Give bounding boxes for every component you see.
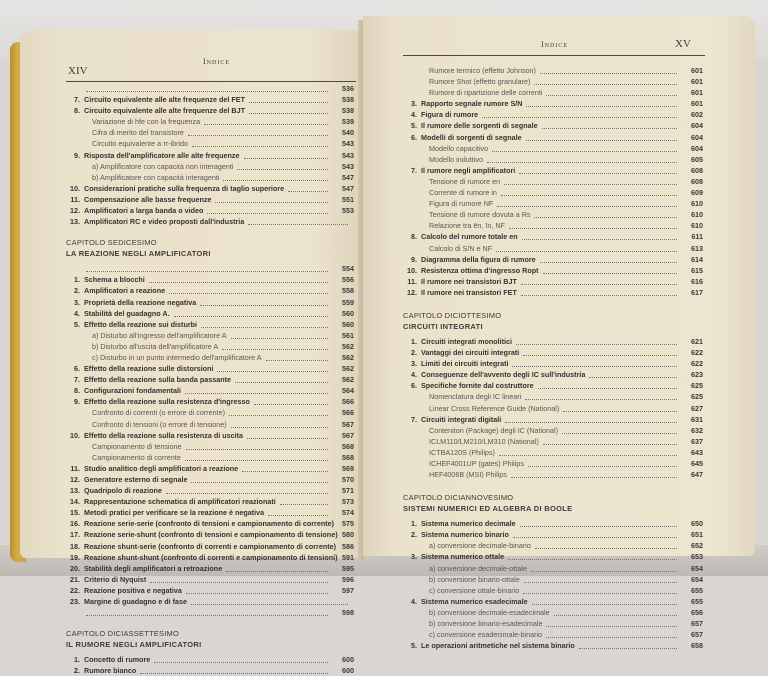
entry-number: 21. (70, 574, 80, 584)
entry-page-number: 564 (342, 386, 354, 396)
entry-number: 12. (70, 475, 80, 484)
entry-title: Rumore Shot (effetto granulare) (429, 77, 531, 87)
entry-page-number: 654 (691, 563, 703, 573)
entry-title: b) conversione decimale-esadecimale (429, 607, 550, 617)
entry-title: Amplificatori a reazione (84, 286, 166, 296)
dot-leader (248, 213, 348, 225)
entry-page-number: 601 (691, 99, 703, 109)
entry-page-number: 554 (342, 264, 354, 274)
entry-title: Considerazioni pratiche sulla frequenza di taglio superiore (84, 183, 285, 193)
entry-title: Reazione positiva e negativa (84, 585, 182, 595)
entry-page-number: 654 (691, 574, 703, 584)
running-head: Indice (541, 40, 568, 49)
entry-number: 14. (70, 497, 80, 507)
entry-page-number: 560 (342, 319, 354, 329)
entry-page-number: 566 (342, 408, 354, 418)
entry-title: Tensione di rumore en (429, 176, 501, 186)
entry-title: Vantaggi dei circuiti integrati (421, 348, 520, 358)
entry-title: Circuito equivalente a π-ibrido (92, 139, 189, 149)
toc-entry (66, 529, 354, 540)
entry-page-number: 601 (691, 66, 703, 75)
entry-title: Amplificatori RC e video proposti dall'industria (84, 217, 245, 227)
entry-number: 5. (74, 319, 80, 329)
entry-number: 2. (411, 348, 417, 358)
entry-page-number: 601 (691, 88, 703, 98)
entry-title: a) conversione decimale-binario (429, 541, 531, 551)
entry-title: Variazione di hfe con la frequenza (92, 117, 201, 127)
entry-page-number: 617 (691, 287, 703, 297)
entry-title: Proprietà della reazione negativa (84, 297, 197, 307)
entry-title: Reazione serie-shunt (confronto di tensioni e campionamento di tensione) (84, 530, 338, 540)
entry-number: 2. (74, 666, 80, 676)
header-rule (403, 55, 705, 56)
entry-page-number: 558 (342, 286, 354, 296)
entry-number: 9. (74, 397, 80, 407)
entry-page-number: 570 (342, 475, 354, 484)
entry-page-number: 562 (342, 364, 354, 374)
entry-title: Metodi pratici per verificare se la reazione è negativa (84, 508, 265, 518)
toc-entry (403, 287, 703, 298)
entry-page-number: 551 (342, 194, 354, 204)
entry-page-number: 650 (691, 519, 703, 529)
entry-page-number: 574 (342, 508, 354, 518)
entry-number: 4. (411, 110, 417, 120)
entry-title: Figura di rumore NF (429, 199, 494, 209)
entry-title: Le operazioni aritmetiche nel sistema binario (421, 641, 575, 651)
entry-number: 20. (70, 563, 80, 573)
page-number: XV (675, 38, 691, 50)
entry-page-number: 598 (342, 608, 354, 618)
entry-title: b) conversione binario-esadecimale (429, 619, 543, 629)
entry-number: 8. (74, 386, 80, 396)
entry-number: 3. (74, 297, 80, 307)
entry-page-number: 613 (691, 243, 703, 253)
entry-title: a) conversione decimale-ottale (429, 563, 527, 573)
entry-number: 6. (411, 381, 417, 391)
entry-title: Concetto di rumore (84, 655, 151, 665)
chapter-heading (403, 310, 703, 332)
entry-title: Studio analitico degli amplificatori a reazione (84, 463, 239, 473)
entry-title: Reazione shunt-shunt (confronto di correnti e campionamento di tensioni) (84, 552, 338, 562)
entry-number: 3. (411, 99, 417, 109)
table-of-contents (403, 65, 703, 651)
entry-title: Circuiti integrati monolitici (421, 336, 513, 346)
entry-title: Schema a blocchi (84, 275, 145, 285)
entry-page-number: 608 (691, 165, 703, 175)
entry-number: 22. (70, 585, 80, 595)
entry-page-number: 580 (342, 530, 354, 540)
toc-entry (66, 541, 354, 552)
entry-page-number: 601 (691, 77, 703, 87)
entry-page-number: 600 (342, 655, 354, 665)
entry-number: 16. (70, 519, 80, 529)
entry-page-number: 566 (342, 397, 354, 407)
entry-title: Confronto di correnti (o errore di corrente) (92, 408, 226, 418)
entry-page-number: 614 (691, 254, 703, 264)
entry-title: Margine di guadagno e di fase (84, 597, 188, 607)
entry-page-number: 604 (691, 143, 703, 153)
entry-page-number: 611 (691, 232, 703, 242)
entry-title: Cifra di merito del transistore (92, 128, 184, 138)
entry-number: 7. (74, 95, 80, 105)
entry-title: Il rumore nei transistori FET (421, 287, 517, 297)
entry-title: Effetto della reazione sulla banda passante (84, 375, 231, 385)
entry-page-number: 540 (342, 128, 354, 138)
entry-page-number: 597 (342, 585, 354, 595)
entry-page-number: 621 (691, 336, 703, 346)
entry-page-number: 604 (691, 132, 703, 142)
chapter-label: CAPITOLO DICIANNOVESIMO (403, 493, 514, 503)
table-of-contents (66, 83, 354, 676)
entry-number: 11. (407, 276, 417, 286)
entry-title: Circuito equivalente alle alte frequenze del BJT (84, 106, 245, 116)
chapter-title: LA REAZIONE NEGLI AMPLIFICATORI (66, 249, 211, 259)
toc-entry (66, 518, 354, 529)
entry-title: a) Disturbo all'ingresso dell'amplificatore A (92, 330, 227, 340)
entry-title: Campionamento di corrente (92, 452, 181, 462)
entry-number: 6. (411, 132, 417, 142)
entry-page-number: 658 (691, 641, 703, 651)
entry-title: Rapporto segnale rumore S/N (421, 99, 523, 109)
entry-title: b) Amplificatore con capacità interagenti (92, 172, 220, 182)
entry-page-number: 539 (342, 117, 354, 127)
entry-page-number: 610 (691, 221, 703, 231)
entry-page-number: 573 (342, 497, 354, 507)
entry-page-number: 591 (342, 552, 354, 562)
entry-number: 18. (70, 541, 80, 551)
page-number: XIV (68, 65, 88, 77)
entry-page-number: 647 (691, 470, 703, 480)
entry-page-number: 561 (342, 330, 354, 340)
entry-title: Sistema numerico decimale (421, 519, 516, 529)
entry-page-number: 586 (342, 541, 354, 551)
dot-leader (140, 662, 328, 674)
entry-title: Circuito equivalente alle alte frequenze del FET (84, 95, 245, 105)
entry-page-number: 655 (691, 596, 703, 606)
dot-leader (511, 466, 677, 478)
entry-title: Effetto della reazione sulla resistenza di uscita (84, 430, 243, 440)
entry-page-number: 643 (691, 447, 703, 457)
dot-leader (521, 284, 677, 296)
entry-page-number: 616 (691, 276, 703, 286)
entry-page-number: 595 (342, 563, 354, 573)
entry-title: Amplificatori a larga banda o video (84, 206, 204, 216)
entry-title: Generatore esterno di segnale (84, 475, 188, 484)
entry-number: 2. (74, 286, 80, 296)
entry-title: Sistema numerico esadecimale (421, 596, 528, 606)
entry-title: b) Disturbo all'uscita dell'amplificatore A (92, 341, 219, 351)
entry-title: Limiti dei circuiti integrati (421, 359, 509, 369)
entry-page-number: 543 (342, 150, 354, 160)
entry-page-number: 610 (691, 210, 703, 220)
entry-number: 2. (411, 530, 417, 540)
entry-title: Contenitori (Package) degli IC (National) (429, 425, 559, 435)
entry-title: Rumore termico (effetto Johnson) (429, 66, 536, 75)
entry-page-number: 625 (691, 381, 703, 391)
entry-title: Tensione di rumore dovuta a Rs (429, 210, 531, 220)
entry-title: Configurazioni fondamentali (84, 386, 182, 396)
entry-page-number: 600 (342, 666, 354, 676)
entry-page-number: 615 (691, 265, 703, 275)
entry-title: Modello induttivo (429, 154, 483, 164)
entry-title: Sistema numerico binario (421, 530, 509, 540)
chapter-heading (403, 492, 703, 514)
entry-title: ICTBA120S (Philips) (429, 447, 495, 457)
entry-number: 7. (74, 375, 80, 385)
entry-page-number: 610 (691, 199, 703, 209)
entry-page-number: 622 (691, 348, 703, 358)
entry-number: 8. (74, 106, 80, 116)
entry-title: c) Disturbo in un punto intermedio dell'amplificatore A (92, 352, 262, 362)
entry-title: Sistema numerico ottale (421, 552, 505, 562)
running-head: Indice (203, 57, 230, 66)
entry-title: Modelli di sorgenti di segnale (421, 132, 522, 142)
entry-title: Reazione serie-serie (confronto di tensioni e campionamento di corrente) (84, 519, 335, 529)
entry-title: Reazione shunt-serie (confronto di correnti e campionamento di corrente) (84, 541, 336, 551)
entry-number: 3. (411, 359, 417, 369)
entry-page-number: 556 (342, 275, 354, 285)
entry-title: Modello capacitivo (429, 143, 489, 153)
chapter-label: CAPITOLO DICIOTTESIMO (403, 310, 502, 320)
toc-entry (66, 607, 354, 618)
entry-number: 12. (407, 287, 417, 297)
entry-number: 23. (70, 597, 80, 607)
entry-page-number: 623 (691, 370, 703, 380)
entry-page-number: 536 (342, 84, 354, 93)
entry-page-number: 609 (691, 188, 703, 198)
entry-number: 19. (70, 552, 80, 562)
entry-number: 10. (407, 265, 417, 275)
entry-page-number: 538 (342, 95, 354, 105)
entry-title: Campionamento di tensione (92, 441, 182, 451)
entry-title: Rumore bianco (84, 666, 137, 676)
entry-number: 10. (70, 430, 80, 440)
entry-page-number: 656 (691, 607, 703, 617)
entry-page-number: 645 (691, 459, 703, 468)
entry-number: 1. (411, 519, 417, 529)
entry-title: Circuiti integrati digitali (421, 414, 502, 424)
toc-entry (403, 640, 703, 651)
entry-title: Relazione tra ēn, īn, NF (429, 221, 505, 231)
entry-number: 4. (74, 308, 80, 318)
entry-page-number: 559 (342, 297, 354, 307)
entry-page-number: 608 (691, 176, 703, 186)
chapter-label: CAPITOLO SEDICESIMO (66, 238, 157, 248)
entry-number: 5. (411, 121, 417, 131)
toc-entry (66, 507, 354, 518)
entry-number: 6. (74, 364, 80, 374)
entry-title: Corrente di rumore in (429, 188, 497, 198)
dot-leader (268, 504, 328, 516)
entry-number: 15. (70, 508, 80, 518)
chapter-label: CAPITOLO DICIASSETTESIMO (66, 629, 180, 639)
entry-page-number: 547 (342, 172, 354, 182)
entry-page-number: 568 (342, 452, 354, 462)
entry-number: 13. (70, 486, 80, 496)
entry-title: ICHEF4001UP (gates) Philips (429, 459, 524, 468)
entry-number: 13. (70, 217, 80, 227)
entry-title: Calcolo di S/N e NF (429, 243, 493, 253)
entry-page-number: 567 (342, 419, 354, 429)
entry-number: 12. (70, 206, 80, 216)
entry-title: Il rumore delle sorgenti di segnale (421, 121, 538, 131)
entry-number: 5. (411, 641, 417, 651)
entry-title: Nomenclatura degli IC lineari (429, 392, 522, 402)
entry-title: HEF4006B (MSI) Philips (429, 470, 507, 480)
entry-page-number: 605 (691, 154, 703, 164)
entry-title: ICLM110/LM210/LM310 (National) (429, 436, 539, 446)
entry-page-number: 569 (342, 463, 354, 473)
entry-number: 1. (74, 655, 80, 665)
toc-entry (66, 665, 354, 676)
entry-number: 10. (70, 183, 80, 193)
dot-leader (579, 637, 677, 649)
entry-page-number: 543 (342, 161, 354, 171)
entry-page-number: 653 (691, 552, 703, 562)
entry-page-number: 631 (691, 414, 703, 424)
entry-page-number: 604 (691, 121, 703, 131)
entry-page-number: 538 (342, 106, 354, 116)
entry-title: Conseguenze dell'avvento degli IC sull'industria (421, 370, 586, 380)
right-page (363, 16, 755, 651)
toc-entry (66, 216, 354, 227)
entry-page-number: 560 (342, 308, 354, 318)
entry-title: Rappresentazione schematica di amplificatori reazionati (84, 497, 276, 507)
entry-title: Stabilità degli amplificatori a retroazione (84, 563, 223, 573)
entry-title: Confronto di tensioni (o errore di tensione) (92, 419, 227, 429)
chapter-title: CIRCUITI INTEGRATI (403, 321, 483, 331)
entry-title: Calcolo del rumore totale en (421, 232, 518, 242)
entry-page-number: 655 (691, 585, 703, 595)
entry-title: Risposta dell'amplificatore alle alte frequenze (84, 150, 240, 160)
entry-title: Rumore di ripartizione delle correnti (429, 88, 543, 98)
entry-page-number: 575 (342, 519, 354, 529)
chapter-title: SISTEMI NUMERICI ED ALGEBRA DI BOOLE (403, 504, 573, 514)
entry-page-number: 627 (691, 403, 703, 413)
entry-page-number: 652 (691, 541, 703, 551)
entry-number: 3. (411, 552, 417, 562)
entry-title: Specifiche fornite dal costruttore (421, 381, 534, 391)
dot-leader (86, 604, 328, 616)
entry-title: Effetto della reazione sulle distorsioni (84, 364, 214, 374)
entry-page-number: 632 (691, 425, 703, 435)
entry-number: 17. (70, 530, 80, 540)
entry-title: Diagramma della figura di rumore (421, 254, 536, 264)
entry-title: a) Amplificatore con capacità non interagenti (92, 161, 234, 171)
entry-title: b) conversione binario-ottale (429, 574, 520, 584)
chapter-heading (66, 628, 354, 650)
entry-number: 11. (70, 463, 80, 473)
entry-page-number: 596 (342, 574, 354, 584)
chapter-heading (66, 237, 354, 259)
entry-title: Il rumore negli amplificatori (421, 165, 516, 175)
entry-page-number: 553 (342, 206, 354, 216)
entry-number: 1. (411, 336, 417, 346)
entry-title: Quadripolo di reazione (84, 486, 162, 496)
entry-title: c) conversione esadecimale-binario (429, 630, 543, 640)
entry-title: Stabilità del guadagno A. (84, 308, 170, 318)
entry-page-number: 657 (691, 630, 703, 640)
entry-page-number: 562 (342, 352, 354, 362)
entry-page-number: 657 (691, 619, 703, 629)
entry-page-number: 571 (342, 486, 354, 496)
entry-page-number: 543 (342, 139, 354, 149)
entry-number: 7. (411, 165, 417, 175)
left-page (20, 30, 365, 676)
entry-number: 1. (74, 275, 80, 285)
entry-number: 9. (74, 150, 80, 160)
entry-page-number: 602 (691, 110, 703, 120)
entry-page-number: 625 (691, 392, 703, 402)
entry-page-number: 622 (691, 359, 703, 369)
entry-page-number: 568 (342, 441, 354, 451)
entry-number: 7. (411, 414, 417, 424)
entry-page-number: 637 (691, 436, 703, 446)
entry-title: c) conversione ottale-binario (429, 585, 520, 595)
entry-page-number: 562 (342, 341, 354, 351)
entry-number: 4. (411, 596, 417, 606)
entry-title: Il rumore nei transistori BJT (421, 276, 517, 286)
entry-title: Figura di rumore (421, 110, 479, 120)
entry-title: Criterio di Nyquist (84, 574, 147, 584)
entry-title: Linear Cross Reference Guide (National) (429, 403, 560, 413)
entry-page-number: 547 (342, 183, 354, 193)
toc-entry (403, 469, 703, 480)
entry-number: 8. (411, 232, 417, 242)
entry-title: Effetto della reazione sulla resistenza d'ingresso (84, 397, 250, 407)
entry-title: Effetto della reazione sui disturbi (84, 319, 198, 329)
chapter-title: IL RUMORE NEGLI AMPLIFICATORI (66, 640, 202, 650)
entry-number: 9. (411, 254, 417, 264)
entry-title: Resistenza ottima d'ingresso Ropt (421, 265, 539, 275)
entry-page-number: 562 (342, 375, 354, 385)
entry-title: Compensazione alle basse frequenze (84, 194, 212, 204)
entry-number: 11. (70, 194, 80, 204)
entry-page-number: 567 (342, 430, 354, 440)
entry-page-number: 651 (691, 530, 703, 540)
entry-number: 4. (411, 370, 417, 380)
